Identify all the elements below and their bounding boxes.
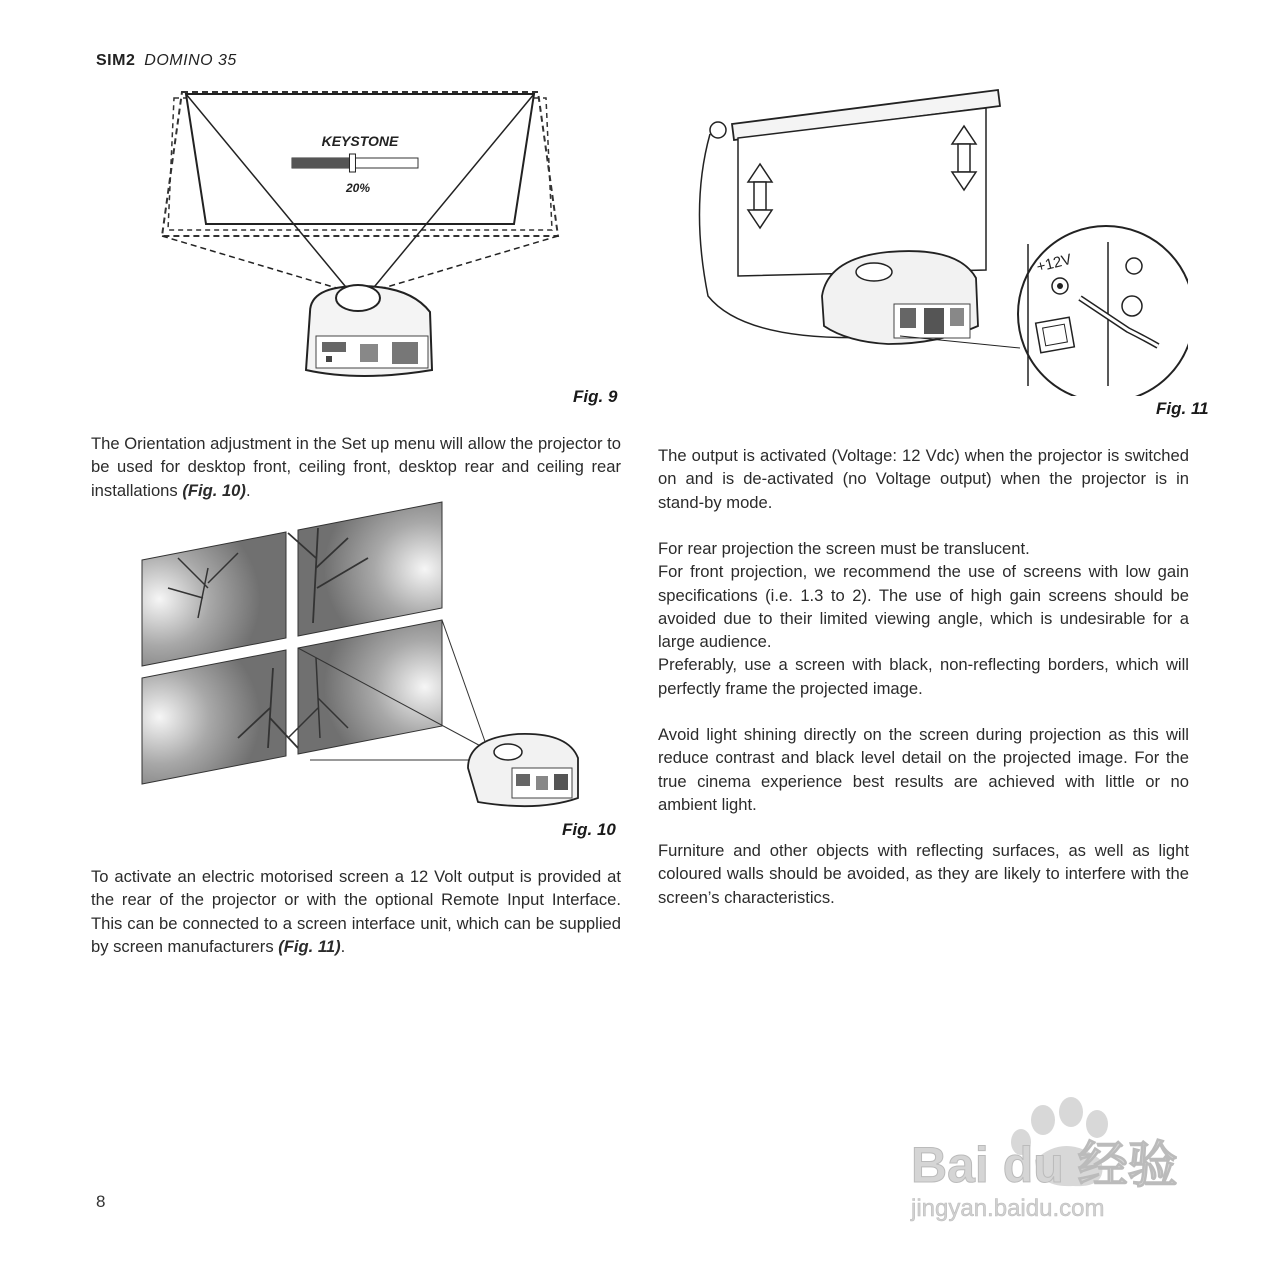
fig9-projector xyxy=(306,285,432,376)
fig11-port xyxy=(1036,317,1075,352)
fig9-osd-title: KEYSTONE xyxy=(321,133,399,149)
right-paragraph-ambient-light: Avoid light shining directly on the screen during projection as this will reduce contrast and black level detail on the projected image. For the true cinema experience best results are achieved with little or no ambient light. xyxy=(658,725,1189,814)
fig9-osd-slider-knob xyxy=(349,154,355,172)
fig10-panel-ceiling-front xyxy=(298,502,442,636)
fig10-panel-desktop-rear xyxy=(142,650,286,784)
fig11-projector xyxy=(822,251,978,344)
right-paragraph-furniture: Furniture and other objects with reflecting surfaces, as well as light coloured walls should be avoided, as they are likely to interfere with the screen’s characteristics. xyxy=(658,841,1189,907)
watermark-url: jingyan.baidu.com xyxy=(911,1195,1105,1222)
model-name: DOMINO 35 xyxy=(144,52,237,69)
left-paragraph-motorised-end: . xyxy=(340,936,346,956)
watermark-brand: Bai du 经验 xyxy=(911,1137,1178,1193)
fig11-screen-canvas xyxy=(738,108,986,276)
left-paragraph-motorised-screen xyxy=(91,865,621,958)
fig10-panel-desktop-front xyxy=(142,532,286,666)
fig11-voltage-label: +12V xyxy=(1034,250,1074,276)
left-paragraph-motorised-text: To activate an electric motorised screen a 12 Volt output is provided at the rear of the projector or with the optional Remote Input Interface. This can be connected to a screen interface unit, which can be supplied by screen manufacturers xyxy=(91,867,621,956)
fig9-beam xyxy=(162,236,350,292)
fig9-caption: Fig. 9 xyxy=(573,387,618,406)
fig11-illustration xyxy=(688,86,1188,396)
baidu-watermark-logo xyxy=(905,1090,1205,1230)
fig10-illustration xyxy=(138,498,586,818)
fig10-projector xyxy=(468,734,578,806)
right-paragraph-rear-projection: For rear projection the screen must be translucent. xyxy=(658,539,1030,558)
fig10-caption: Fig. 10 xyxy=(562,820,616,839)
fig9-illustration xyxy=(160,86,560,386)
fig9-beam xyxy=(370,236,558,292)
right-paragraph-output: The output is activated (Voltage: 12 Vdc) when the projector is switched on and is de-activated (no Voltage output) when the projector is in stand-by mode. xyxy=(658,446,1189,512)
left-paragraph-orientation xyxy=(91,432,621,502)
fig10-reference: (Fig. 10) xyxy=(182,480,246,500)
page-number: 8 xyxy=(96,1192,106,1211)
fig11-reference: (Fig. 11) xyxy=(278,936,341,956)
fig9-osd-slider-fill xyxy=(292,158,352,168)
left-paragraph-orientation-end: . xyxy=(245,480,251,500)
left-paragraph-orientation-text: The Orientation adjustment in the Set up menu will allow the projector to be used for desktop front, ceiling front, desktop rear and ceiling rear installations xyxy=(91,434,621,500)
right-paragraph-screens xyxy=(658,537,1189,700)
fig9-osd-value: 20% xyxy=(345,181,371,195)
fig11-caption: Fig. 11 xyxy=(1156,399,1209,418)
brand-name: SIM2 xyxy=(96,52,136,69)
fig10-beam xyxy=(442,620,488,750)
right-paragraph-borders: Preferably, use a screen with black, non-reflecting borders, which will perfectly frame the projected image. xyxy=(658,655,1189,698)
page-header xyxy=(96,52,237,70)
fig11-screen-motor xyxy=(710,122,726,138)
right-paragraph-front-projection: For front projection, we recommend the use of screens with low gain specifications (i.e. 1.3 to 2). The use of high gain screens should be avoided due to their limited viewing angle, which is undesirable for a large audience. xyxy=(658,562,1189,652)
